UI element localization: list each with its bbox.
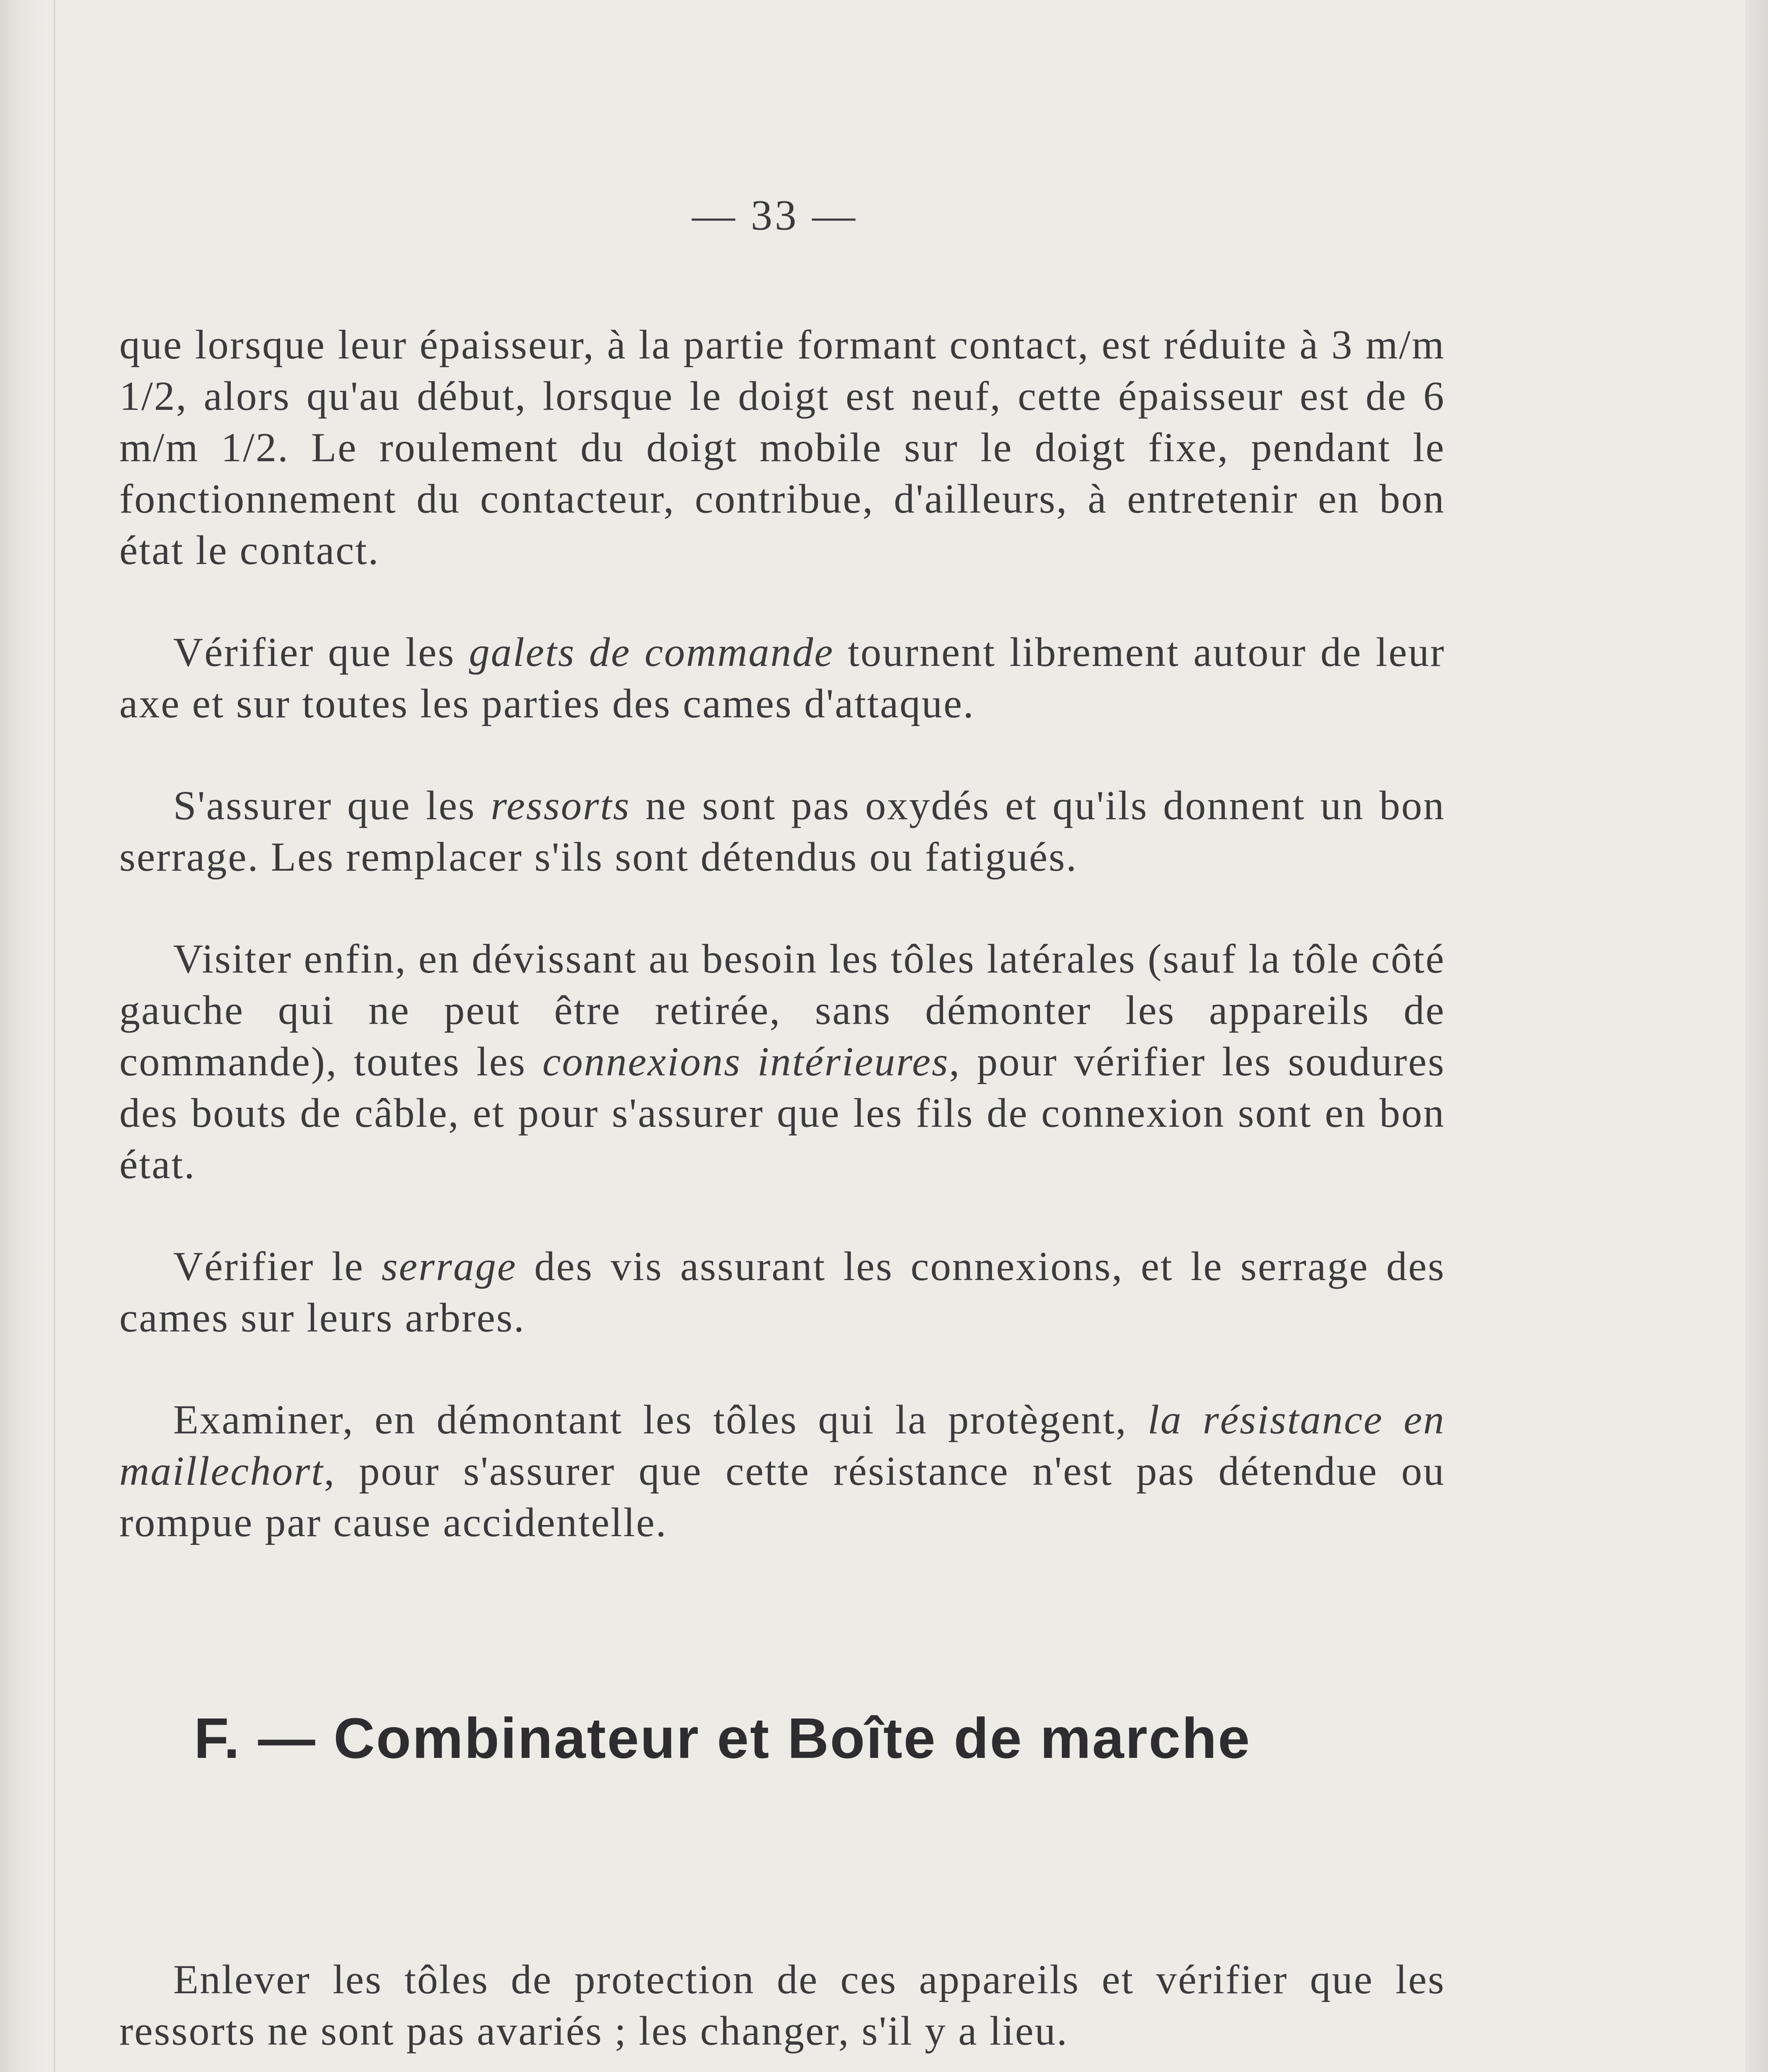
text-segment: , pour vérifier les soudures des bouts de câble, et pour s'assurer que les fils de connexion sont en bon état.	[119, 1038, 1445, 1187]
text-segment: , pour s'assurer que cette résistance n'est pas détendue ou rompue par cause accidentelle.	[119, 1448, 1445, 1545]
paragraphs-before-section	[119, 319, 1445, 1548]
text-segment: S'assurer que les	[173, 782, 491, 828]
paragraph	[119, 1954, 1445, 2057]
italic-text-segment: la résistance en maillechort	[119, 1397, 1445, 1494]
text-segment: que lorsque leur épaisseur, à la partie formant contact, est réduite à 3 m/m 1/2, alors qu'au début, lorsque le doigt est neuf, cette épaisseur est de 6 m/m 1/2. Le roulement du doigt mobile sur le doigt fixe, pendant le fonctionnement du contacteur, contribue, d'ailleurs, à entretenir en bon état le contact.	[119, 322, 1445, 573]
italic-text-segment: galets de commande	[469, 629, 834, 675]
text-segment: Vérifier que les	[173, 629, 469, 675]
text-segment: Vérifier le	[173, 1243, 382, 1289]
text-segment: Enlever les tôles de protection de ces appareils et vérifier que les ressorts ne sont pas avariés ; les changer, s'il y a lieu.	[119, 1956, 1445, 2054]
text-segment: Visiter enfin, en dévissant au besoin les tôles latérales (sauf la tôle côté gauche qui ne peut être retirée, sans démonter les appareils de commande), toutes les	[119, 936, 1445, 1084]
text-segment: des vis assurant les connexions, et le serrage des cames sur leurs arbres.	[119, 1243, 1445, 1341]
italic-text-segment: connexions intérieures	[542, 1038, 949, 1084]
paragraph	[119, 933, 1445, 1190]
text-segment: Examiner, en démontant les tôles qui la protègent,	[173, 1397, 1148, 1443]
page-content	[119, 319, 1445, 2072]
paragraph	[119, 780, 1445, 883]
page-number: — 33 —	[692, 191, 858, 239]
italic-text-segment: ressorts	[491, 782, 631, 828]
page-binding-line	[54, 0, 55, 2072]
text-segment: tournent librement autour de leur axe et sur toutes les parties des cames d'attaque.	[119, 629, 1445, 726]
italic-text-segment: serrage	[381, 1243, 517, 1289]
paragraphs-after-section	[119, 1954, 1445, 2072]
page-binding-shadow	[0, 0, 46, 2072]
paragraph	[119, 1241, 1445, 1343]
paragraph	[119, 1394, 1445, 1548]
text-segment: ne sont pas oxydés et qu'ils donnent un bon serrage. Les remplacer s'ils sont détendus ou fatigués.	[119, 782, 1445, 880]
paragraph	[119, 627, 1445, 729]
section-heading: F. — Combinateur et Boîte de marche	[194, 1706, 1251, 1770]
paragraph	[119, 319, 1445, 576]
page-edge-shadow	[1745, 0, 1768, 2072]
